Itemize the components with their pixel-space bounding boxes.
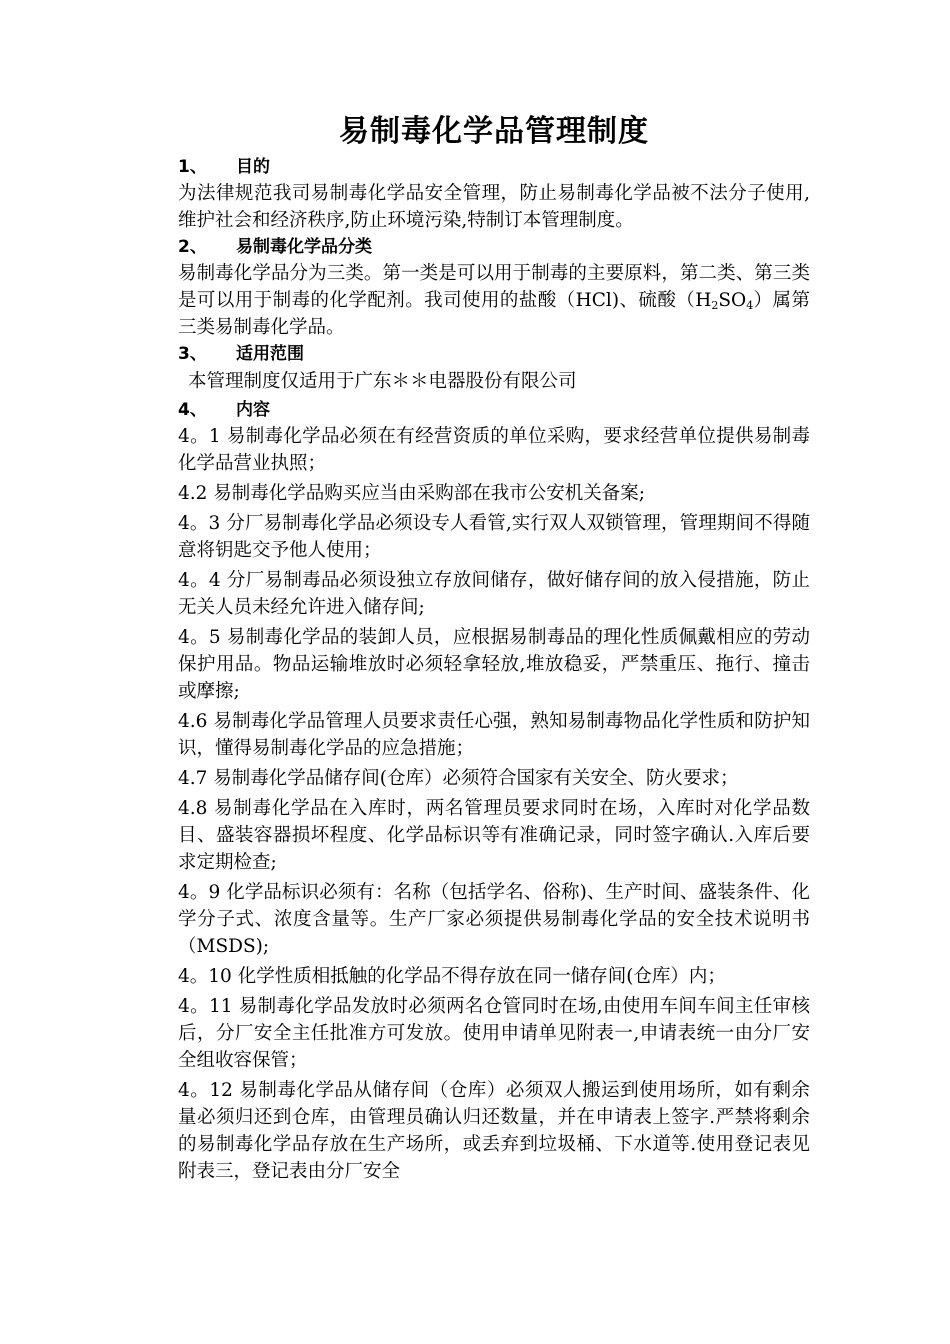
list-item: 4。10 化学性质相抵触的化学品不得存放在同一储存间(仓库）内； [178,966,726,987]
list-item: 4.2 易制毒化学品购买应当由采购部在我市公安机关备案; [178,483,646,504]
section-heading-1 [178,154,810,180]
paragraph-text: ）属第三类易制毒化学品。 [178,290,810,338]
paragraph-text: SO [718,290,747,311]
list-item: 4.7 易制毒化学品储存间(仓库）必须符合国家有关安全、防火要求； [178,768,739,789]
section-paragraph-3: 本管理制度仅适用于广东＊＊电器股份有限公司 [188,371,577,392]
list-item: 4.8 易制毒化学品在入库时，两名管理员要求同时在场，入库时对化学品数目、盛装容器损坏程度、化学品标识等有准确记录，同时签字确认.入库后要求定期检查; [178,798,810,873]
list-item: 4.6 易制毒化学品管理人员要求责任心强，熟知易制毒物品化学性质和防护知识，懂得易制毒化学品的应急措施； [178,711,810,759]
section-title: 目的 [236,157,270,177]
list-item: 4。9 化学品标识必须有：名称（包括学名、俗称)、生产时间、盛装条件、化学分子式、浓度含量等。生产厂家必须提供易制毒化学品的安全技术说明书（MSDS); [178,882,810,957]
section-title: 内容 [236,400,270,420]
section-number: 4、 [178,400,207,420]
document-title: 易制毒化学品管理制度 [339,114,649,149]
section-heading-2 [178,234,810,260]
list-item: 4。5 易制毒化学品的装卸人员，应根据易制毒品的理化性质佩戴相应的劳动保护用品。物品运输堆放时必须轻拿轻放,堆放稳妥，严禁重压、拖行、撞击或摩擦; [178,627,810,702]
subscript: 4 [746,299,754,312]
document-body [178,112,810,1188]
section-title: 易制毒化学品分类 [236,237,372,257]
list-item: 4。12 易制毒化学品从储存间（仓库）必须双人搬运到使用场所，如有剩余量必须归还到仓库，由管理员确认归还数量，并在申请表上签字.严禁将剩余的易制毒化学品存放在生产场所，或丢弃到垃圾桶、下水道等.使用登记表见附表三，登记表由分厂安全 [178,1080,810,1182]
paragraph-text: 易制毒化学品分为三类。第一类是可以用于制毒的主要原料，第二类、第三类是可以用于制毒的化学配剂。我司使用的盐酸（HCl)、硫酸（H [178,263,810,311]
section-title: 适用范围 [236,344,304,364]
subscript: 2 [711,299,719,312]
list-item: 4。4 分厂易制毒品必须设独立存放间储存，做好储存间的放入侵措施，防止无关人员未经允许进入储存间; [178,570,810,618]
section-heading-4 [178,397,810,423]
list-item: 4。11 易制毒化学品发放时必须两名仓管同时在场,由使用车间车间主任审核后，分厂安全主任批准方可发放。使用申请单见附表一,申请表统一由分厂安全组收容保管； [178,996,810,1071]
section-heading-3 [178,341,810,367]
list-item: 4。3 分厂易制毒化学品必须设专人看管,实行双人双锁管理，管理期间不得随意将钥匙交予他人使用； [178,513,810,561]
section-number: 1、 [178,157,207,177]
section-paragraph-1: 为法律规范我司易制毒化学品安全管理，防止易制毒化学品被不法分子使用,维护社会和经济秩序,防止环境污染,特制订本管理制度。 [178,183,810,231]
section-paragraph-2 [178,260,810,341]
section-number: 2、 [178,237,207,257]
list-item: 4。1 易制毒化学品必须在有经营资质的单位采购，要求经营单位提供易制毒化学品营业执照； [178,426,810,474]
section-number: 3、 [178,344,207,364]
